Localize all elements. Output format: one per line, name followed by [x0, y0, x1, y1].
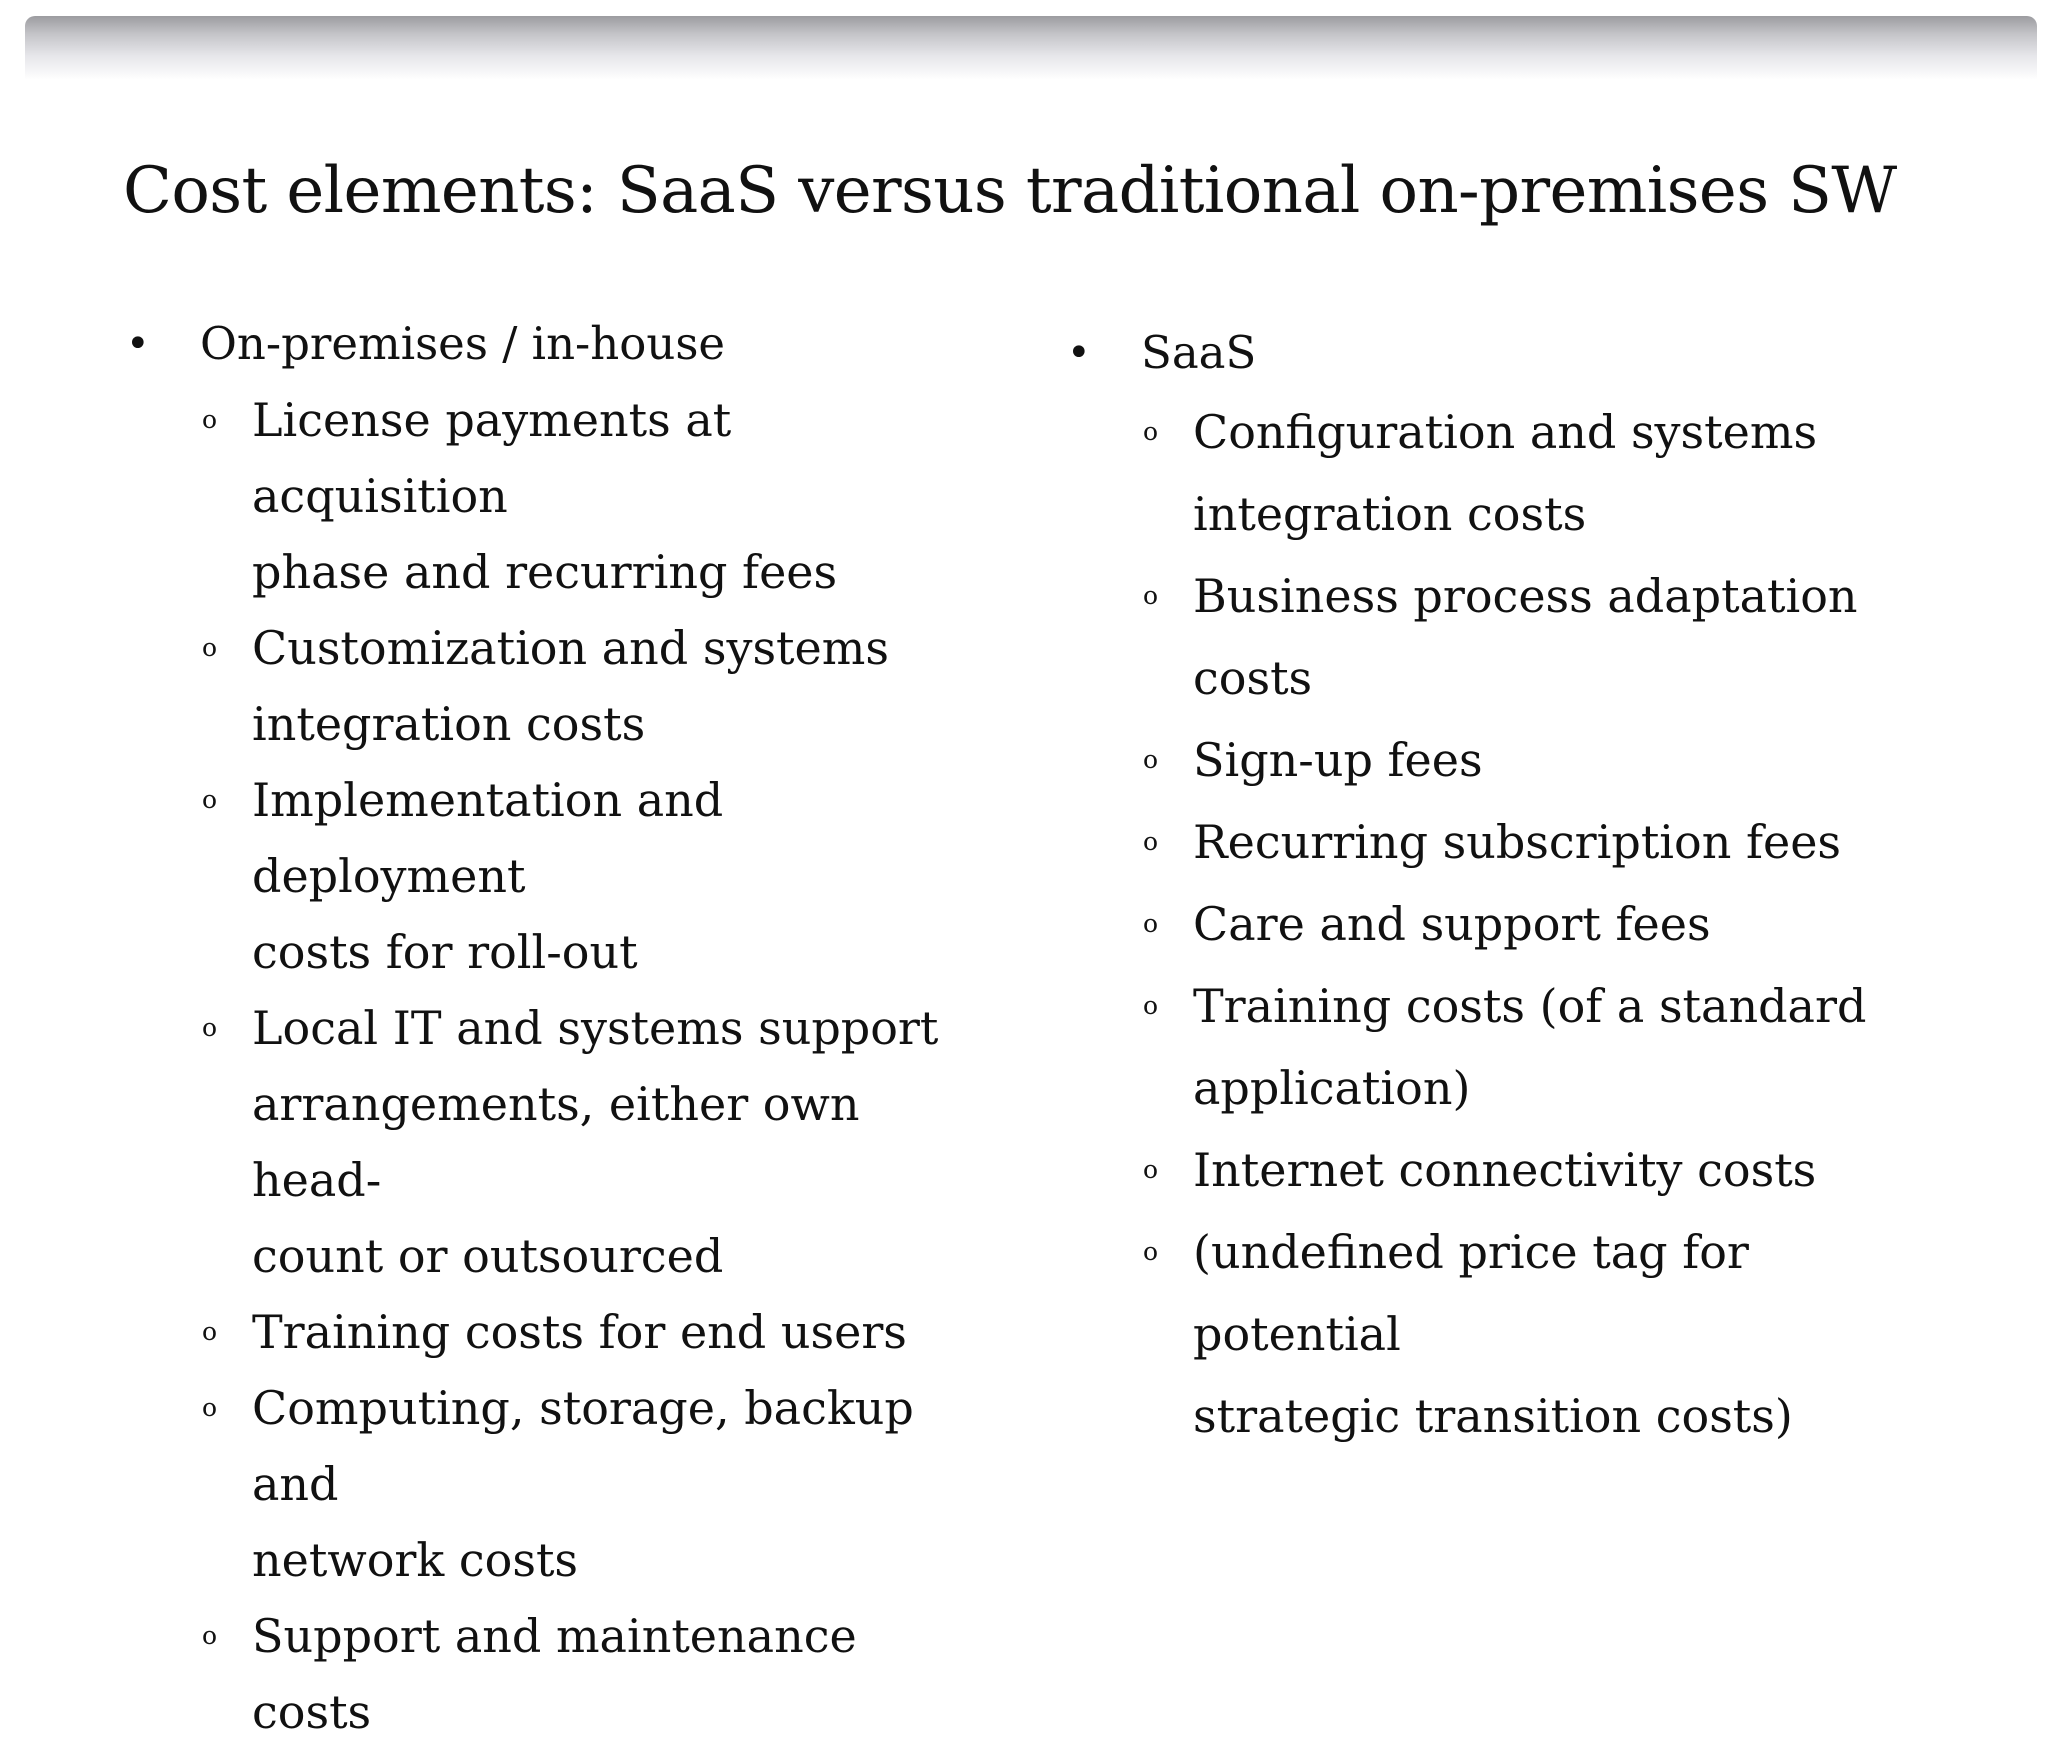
cost-item	[122, 1370, 982, 1598]
cost-item-text-line: Care and support fees	[1193, 897, 1711, 951]
cost-item-text-line: Local IT and systems support	[252, 1001, 939, 1055]
left-cost-list	[122, 382, 982, 1750]
left-column-on-premises	[122, 306, 982, 1750]
cost-item	[1063, 1211, 1963, 1457]
cost-item	[1063, 801, 1963, 883]
cost-item-text-line: Sign-up fees	[1193, 733, 1483, 787]
right-column-heading: SaaS	[1141, 326, 1257, 379]
cost-item-text-line: costs for roll-out	[252, 925, 638, 979]
cost-item-text-line: License payments at acquisition	[252, 393, 732, 523]
cost-item	[1063, 1129, 1963, 1211]
left-column-heading-row	[122, 306, 982, 382]
circle-bullet-icon: o	[202, 1393, 218, 1422]
slide-title: Cost elements: SaaS versus traditional on-premises SW	[123, 154, 1897, 228]
cost-item-text-line: Training costs (of a standard	[1193, 979, 1867, 1033]
circle-bullet-icon: o	[1143, 827, 1159, 856]
cost-item-text-line: strategic transition costs)	[1193, 1389, 1793, 1443]
circle-bullet-icon: o	[1143, 581, 1159, 610]
cost-item	[122, 990, 982, 1294]
cost-item-text-line: (undefined price tag for potential	[1193, 1225, 1749, 1361]
cost-item	[1063, 883, 1963, 965]
bullet-dot-icon: •	[1067, 330, 1091, 376]
circle-bullet-icon: o	[1143, 909, 1159, 938]
circle-bullet-icon: o	[1143, 417, 1159, 446]
circle-bullet-icon: o	[202, 1317, 218, 1346]
circle-bullet-icon: o	[202, 405, 218, 434]
cost-item-text-line: Business process adaptation costs	[1193, 569, 1858, 705]
cost-item-text-line: arrangements, either own head-	[252, 1077, 860, 1207]
cost-item	[122, 1294, 982, 1370]
circle-bullet-icon: o	[1143, 1155, 1159, 1184]
cost-item-text-line: Customization and systems	[252, 621, 889, 675]
circle-bullet-icon: o	[202, 1621, 218, 1650]
cost-item-text-line: Computing, storage, backup and	[252, 1381, 914, 1511]
circle-bullet-icon: o	[1143, 745, 1159, 774]
cost-item-text-line: Support and maintenance costs	[252, 1609, 857, 1739]
cost-item	[122, 382, 982, 610]
slide-header-bar	[25, 16, 2037, 80]
cost-item	[1063, 391, 1963, 555]
bullet-dot-icon: •	[126, 321, 150, 367]
cost-item-text-line: phase and recurring fees	[252, 545, 838, 599]
cost-item-text-line: Configuration and systems	[1193, 405, 1818, 459]
cost-item-text-line: integration costs	[252, 697, 646, 751]
right-cost-list	[1063, 391, 1963, 1457]
cost-item-text-line: Implementation and deployment	[252, 773, 724, 903]
cost-item	[1063, 555, 1963, 719]
circle-bullet-icon: o	[1143, 991, 1159, 1020]
left-column-heading: On-premises / in-house	[200, 317, 726, 370]
circle-bullet-icon: o	[202, 785, 218, 814]
cost-item-text-line: Training costs for end users	[252, 1305, 907, 1359]
cost-item	[122, 1598, 982, 1750]
cost-item-text-line: integration costs	[1193, 487, 1587, 541]
circle-bullet-icon: o	[202, 633, 218, 662]
cost-item-text-line: application)	[1193, 1061, 1471, 1115]
cost-item-text-line: Recurring subscription fees	[1193, 815, 1842, 869]
cost-item	[1063, 965, 1963, 1129]
cost-item-text-line: count or outsourced	[252, 1229, 724, 1283]
cost-item-text-line: Internet connectivity costs	[1193, 1143, 1817, 1197]
cost-item	[1063, 719, 1963, 801]
cost-item	[122, 610, 982, 762]
cost-item-text-line: network costs	[252, 1533, 579, 1587]
cost-item	[122, 762, 982, 990]
circle-bullet-icon: o	[1143, 1237, 1159, 1266]
right-column-heading-row	[1063, 315, 1963, 391]
circle-bullet-icon: o	[202, 1013, 218, 1042]
right-column-saas	[1063, 315, 1963, 1457]
